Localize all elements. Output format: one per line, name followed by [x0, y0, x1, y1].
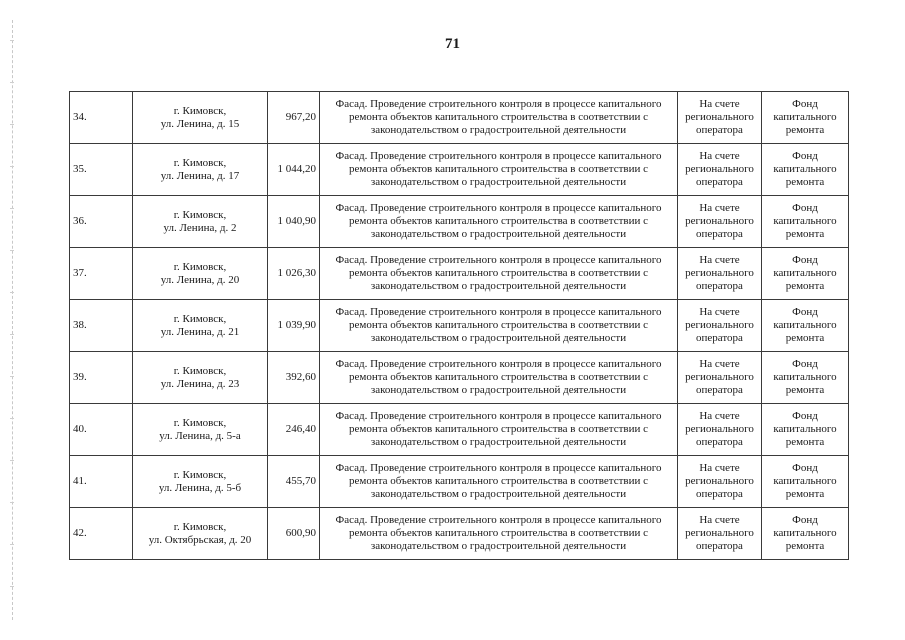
- address-cell: [133, 248, 268, 300]
- row-number-cell: 36.: [70, 196, 133, 248]
- margin-tick: [10, 334, 14, 335]
- address-street: ул. Ленина, д. 5-б: [158, 481, 242, 494]
- address-street: ул. Ленина, д. 17: [160, 169, 240, 182]
- address-city: г. Кимовск,: [173, 364, 227, 377]
- account-cell: На счете регионального оператора: [678, 300, 762, 352]
- address-cell: [133, 404, 268, 456]
- row-number-cell: 39.: [70, 352, 133, 404]
- area-cell: 1 039,90: [268, 300, 320, 352]
- area-cell: 1 026,30: [268, 248, 320, 300]
- address-street: ул. Ленина, д. 15: [160, 117, 240, 130]
- address-city: г. Кимовск,: [173, 208, 227, 221]
- row-number-cell: 40.: [70, 404, 133, 456]
- address-street: ул. Ленина, д. 2: [163, 221, 237, 234]
- margin-tick: [10, 166, 14, 167]
- address-city: г. Кимовск,: [173, 520, 227, 533]
- fund-source-cell: Фонд капитального ремонта: [762, 196, 849, 248]
- address-cell: [133, 92, 268, 144]
- fund-source-cell: Фонд капитального ремонта: [762, 300, 849, 352]
- table-row: [70, 144, 849, 196]
- address-city: г. Кимовск,: [173, 104, 227, 117]
- address-cell: [133, 300, 268, 352]
- row-number-cell: 35.: [70, 144, 133, 196]
- margin-tick: [10, 544, 14, 545]
- address-cell: [133, 144, 268, 196]
- row-number-cell: 42.: [70, 508, 133, 560]
- account-cell: На счете регионального оператора: [678, 404, 762, 456]
- work-description-cell: Фасад. Проведение строительного контроля в процессе капитального ремонта объектов капитального строительства в соответствии с законодательством о градостроительной деятельности: [320, 144, 678, 196]
- address-street: ул. Ленина, д. 20: [160, 273, 240, 286]
- table-row: [70, 404, 849, 456]
- fund-source-cell: Фонд капитального ремонта: [762, 404, 849, 456]
- work-description-cell: Фасад. Проведение строительного контроля в процессе капитального ремонта объектов капитального строительства в соответствии с законодательством о градостроительной деятельности: [320, 352, 678, 404]
- account-cell: На счете регионального оператора: [678, 508, 762, 560]
- address-city: г. Кимовск,: [173, 156, 227, 169]
- fund-source-cell: Фонд капитального ремонта: [762, 92, 849, 144]
- address-street: ул. Ленина, д. 5-а: [159, 429, 241, 442]
- work-description-cell: Фасад. Проведение строительного контроля в процессе капитального ремонта объектов капитального строительства в соответствии с законодательством о градостроительной деятельности: [320, 300, 678, 352]
- address-city: г. Кимовск,: [173, 468, 227, 481]
- address-city: г. Кимовск,: [173, 260, 227, 273]
- address-city: г. Кимовск,: [173, 312, 227, 325]
- margin-tick: [10, 586, 14, 587]
- account-cell: На счете регионального оператора: [678, 92, 762, 144]
- margin-tick: [10, 460, 14, 461]
- work-description-cell: Фасад. Проведение строительного контроля в процессе капитального ремонта объектов капитального строительства в соответствии с законодательством о градостроительной деятельности: [320, 508, 678, 560]
- row-number-cell: 38.: [70, 300, 133, 352]
- margin-tick: [10, 376, 14, 377]
- work-description-cell: Фасад. Проведение строительного контроля в процессе капитального ремонта объектов капитального строительства в соответствии с законодательством о градостроительной деятельности: [320, 248, 678, 300]
- area-cell: 392,60: [268, 352, 320, 404]
- work-description-cell: Фасад. Проведение строительного контроля в процессе капитального ремонта объектов капитального строительства в соответствии с законодательством о градостроительной деятельности: [320, 196, 678, 248]
- account-cell: На счете регионального оператора: [678, 248, 762, 300]
- address-cell: [133, 508, 268, 560]
- work-schedule-table: [69, 91, 849, 560]
- fund-source-cell: Фонд капитального ремонта: [762, 144, 849, 196]
- address-city: г. Кимовск,: [173, 416, 227, 429]
- area-cell: 1 040,90: [268, 196, 320, 248]
- area-cell: 600,90: [268, 508, 320, 560]
- table-row: [70, 508, 849, 560]
- address-cell: [133, 456, 268, 508]
- fund-source-cell: Фонд капитального ремонта: [762, 352, 849, 404]
- margin-tick: [10, 250, 14, 251]
- account-cell: На счете регионального оператора: [678, 456, 762, 508]
- table-row: [70, 248, 849, 300]
- binding-margin-guide: [12, 20, 14, 620]
- account-cell: На счете регионального оператора: [678, 144, 762, 196]
- area-cell: 967,20: [268, 92, 320, 144]
- fund-source-cell: Фонд капитального ремонта: [762, 508, 849, 560]
- table-row: [70, 352, 849, 404]
- margin-tick: [10, 418, 14, 419]
- area-cell: 246,40: [268, 404, 320, 456]
- address-street: ул. Ленина, д. 21: [160, 325, 240, 338]
- table-row: [70, 196, 849, 248]
- work-description-cell: Фасад. Проведение строительного контроля в процессе капитального ремонта объектов капитального строительства в соответствии с законодательством о градостроительной деятельности: [320, 404, 678, 456]
- row-number-cell: 34.: [70, 92, 133, 144]
- address-cell: [133, 196, 268, 248]
- row-number-cell: 41.: [70, 456, 133, 508]
- table-row: [70, 456, 849, 508]
- row-number-cell: 37.: [70, 248, 133, 300]
- work-description-cell: Фасад. Проведение строительного контроля в процессе капитального ремонта объектов капитального строительства в соответствии с законодательством о градостроительной деятельности: [320, 92, 678, 144]
- fund-source-cell: Фонд капитального ремонта: [762, 248, 849, 300]
- page-number: 71: [445, 36, 460, 52]
- address-street: ул. Ленина, д. 23: [160, 377, 240, 390]
- address-street: ул. Октябрьская, д. 20: [148, 533, 252, 546]
- account-cell: На счете регионального оператора: [678, 352, 762, 404]
- address-cell: [133, 352, 268, 404]
- margin-tick: [10, 40, 14, 41]
- area-cell: 455,70: [268, 456, 320, 508]
- fund-source-cell: Фонд капитального ремонта: [762, 456, 849, 508]
- margin-tick: [10, 124, 14, 125]
- margin-tick: [10, 208, 14, 209]
- account-cell: На счете регионального оператора: [678, 196, 762, 248]
- table-row: [70, 300, 849, 352]
- area-cell: 1 044,20: [268, 144, 320, 196]
- table-row: [70, 92, 849, 144]
- margin-tick: [10, 82, 14, 83]
- margin-tick: [10, 502, 14, 503]
- work-description-cell: Фасад. Проведение строительного контроля в процессе капитального ремонта объектов капитального строительства в соответствии с законодательством о градостроительной деятельности: [320, 456, 678, 508]
- table-body: [70, 92, 849, 560]
- margin-tick: [10, 292, 14, 293]
